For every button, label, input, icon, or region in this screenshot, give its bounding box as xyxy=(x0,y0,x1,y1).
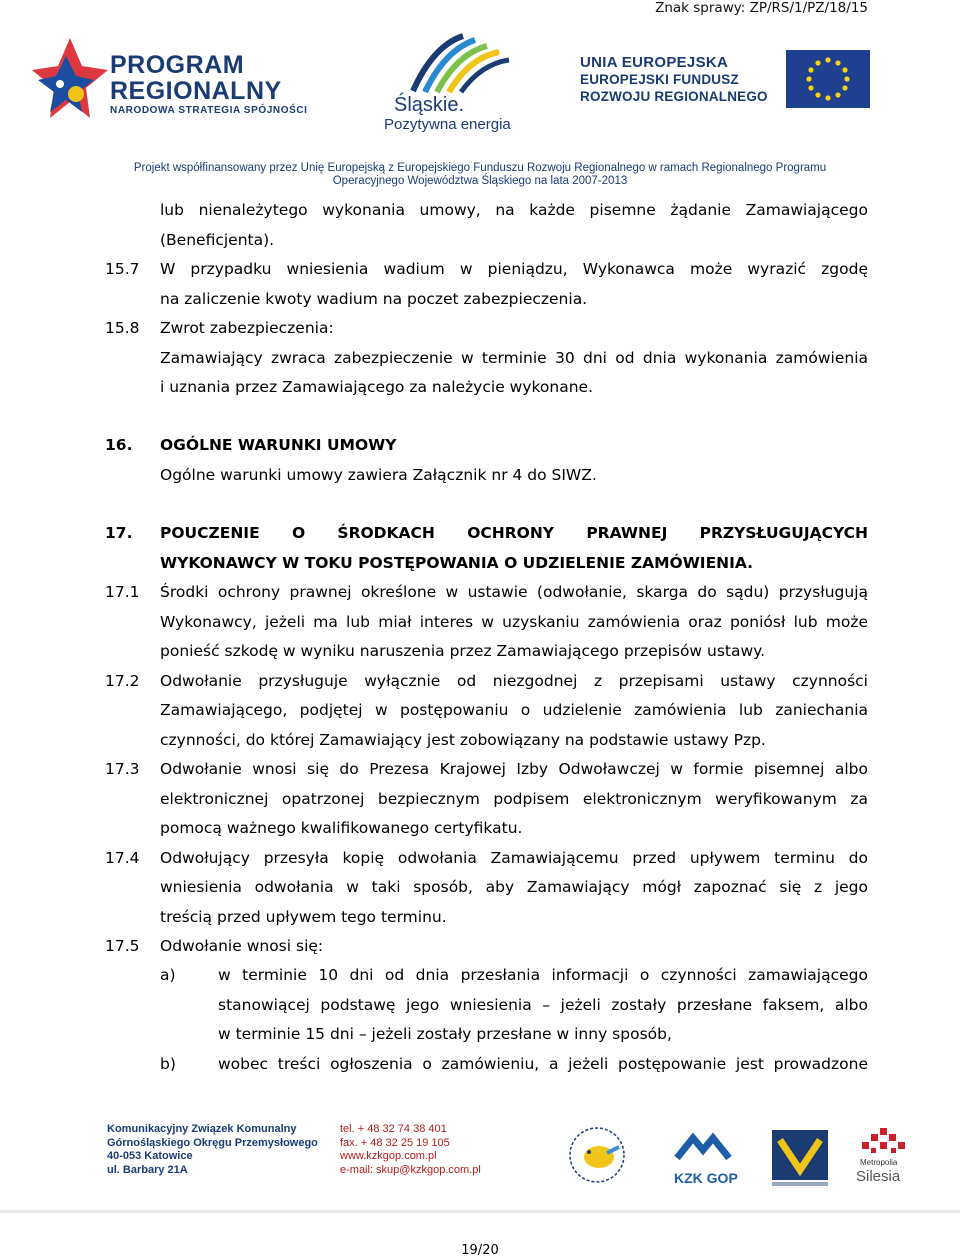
program-star-icon xyxy=(30,36,110,126)
kzk-gop-chevron-icon xyxy=(673,1128,733,1164)
section-16-text: Ogólne warunki umowy zawiera Załącznik nr 4 do SIWZ. xyxy=(160,465,597,484)
program-line3: NARODOWA STRATEGIA SPÓJNOŚCI xyxy=(110,105,308,116)
metropolia-silesia-logo xyxy=(852,1126,916,1188)
section-17-1-line1: Środki ochrony prawnej określone w ustawie (odwołanie, skarga do sądu) przysługują xyxy=(160,583,868,601)
eu-line1: UNIA EUROPEJSKA xyxy=(580,54,729,71)
silesia-label: Silesia xyxy=(856,1168,901,1185)
page-number: 19/20 xyxy=(461,1243,499,1258)
section-15-8-line2: Zamawiający zwraca zabezpieczenie w terminie 30 dni od dnia wykonania zamówienia xyxy=(160,348,868,367)
para-continuation-line1: lub nienależytego wykonania umowy, na każde pisemne żądanie Zamawiającego xyxy=(160,201,868,219)
section-16-number: 16. xyxy=(105,436,133,454)
section-15-7-number: 15.7 xyxy=(105,260,140,278)
eu-logo xyxy=(580,50,870,120)
footer-tel: tel. + 48 32 74 38 401 xyxy=(340,1123,447,1135)
footer-addr-line2: Górnośląskiego Okręgu Przemysłowego xyxy=(107,1136,318,1149)
cofinancing-line1: Projekt współfinansowany przez Unię Europejską z Europejskiego Funduszu Rozwoju Regionalnego w ramach Regionalnego Programu xyxy=(133,162,827,174)
case-reference: Znak sprawy: ZP/RS/1/PZ/18/15 xyxy=(655,0,868,16)
footer-addr-line3: 40-053 Katowice xyxy=(107,1150,193,1162)
section-17-title-line2: WYKONAWCY W TOKU POSTĘPOWANIA O UDZIELENIE ZAMÓWIENIA. xyxy=(160,553,754,572)
section-17-1-line3: ponieść szkodę w wyniku naruszenia przez Zamawiającego przepisów ustawy. xyxy=(160,642,766,660)
list-item-a-line3: w terminie 15 dni – jeżeli zostały przesłane w inny sposób, xyxy=(218,1025,672,1043)
footer-address xyxy=(107,1123,318,1177)
slaskie-zwiazek-logo-icon xyxy=(772,1130,828,1188)
eu-line2: EUROPEJSKI FUNDUSZ xyxy=(580,72,739,87)
section-17-4-line2: wniesienia odwołania w taki sposób, aby Zamawiający mógł zapoznać się z jego xyxy=(160,878,868,896)
list-item-b-label: b) xyxy=(160,1054,176,1073)
section-15-8-line1: Zwrot zabezpieczenia: xyxy=(160,319,334,337)
footer-www[interactable]: www.kzkgop.com.pl xyxy=(340,1150,437,1162)
section-17-number: 17. xyxy=(105,524,133,542)
metropolia-label: Metropolia xyxy=(860,1158,898,1167)
section-17-3-line3: pomocą ważnego kwalifikowanego certyfikatu. xyxy=(160,819,523,837)
footer-email[interactable]: e-mail: skup@kzkgop.com.pl xyxy=(340,1163,481,1176)
section-17-2-number: 17.2 xyxy=(105,671,140,690)
section-17-2-line2: Zamawiającego, podjętej w postępowaniu o udzielenie zamówienia lub zaniechania xyxy=(160,701,868,719)
section-15-7-line1: W przypadku wniesienia wadium w pieniądzu, Wykonawca może wyrazić zgodę xyxy=(160,260,868,278)
footer-fax: fax. + 48 32 25 19 105 xyxy=(340,1136,450,1149)
section-15-8-line3: i uznania przez Zamawiającego za należycie wykonane. xyxy=(160,378,594,396)
section-15-8-number: 15.8 xyxy=(105,319,140,337)
section-17-1-line2: Wykonawcy, jeżeli ma lub miał interes w uzyskaniu zamówienia oraz poniósł lub może xyxy=(160,612,868,631)
section-17-3-line1: Odwołanie wnosi się do Prezesa Krajowej Izby Odwoławczej w formie pisemnej albo xyxy=(160,760,868,778)
slaska-karta-logo-icon xyxy=(555,1125,640,1185)
section-17-2-line1: Odwołanie przysługuje wyłącznie od niezgodnej z przepisami ustawy czynności xyxy=(160,671,868,690)
section-17-3-line2: elektronicznej opatrzonej bezpiecznym podpisem elektronicznym weryfikowanym za xyxy=(160,789,868,808)
list-item-a-line1: w terminie 10 dni od dnia przesłania informacji o czynności zamawiającego xyxy=(218,966,868,984)
eu-flag-icon xyxy=(786,50,870,108)
eu-line3: ROZWOJU REGIONALNEGO xyxy=(580,89,768,104)
footer-addr-line1: Komunikacyjny Związek Komunalny xyxy=(107,1123,297,1135)
section-17-5-number: 17.5 xyxy=(105,937,140,955)
section-16-title: OGÓLNE WARUNKI UMOWY xyxy=(160,436,397,454)
list-item-a-line2: stanowiącej podstawę jego wniesienia – jeżeli zostały przesłane faksem, albo xyxy=(218,995,868,1014)
section-17-1-number: 17.1 xyxy=(105,583,140,601)
program-regionalny-logo xyxy=(30,36,330,126)
section-17-3-number: 17.3 xyxy=(105,760,140,778)
slaskie-logo xyxy=(378,22,538,137)
section-17-5-line1: Odwołanie wnosi się: xyxy=(160,937,324,955)
footer-divider xyxy=(0,1210,960,1213)
slaskie-line1: Śląskie. xyxy=(394,94,465,116)
metropolia-pixel-icon xyxy=(858,1126,908,1158)
slaskie-line2: Pozytywna energia xyxy=(384,116,511,133)
footer-addr-line4: ul. Barbary 21A xyxy=(107,1163,188,1176)
section-17-4-line3: treścią przed upływem tego terminu. xyxy=(160,907,447,926)
kzk-gop-logo-text: KZK GOP xyxy=(674,1170,738,1186)
section-17-4-line1: Odwołujący przesyła kopię odwołania Zamawiającemu przed upływem terminu do xyxy=(160,848,868,867)
footer-contact xyxy=(340,1123,481,1177)
slaskie-wave-icon xyxy=(403,26,513,96)
list-item-a-label: a) xyxy=(160,966,176,984)
list-item-b-line1: wobec treści ogłoszenia o zamówieniu, a jeżeli postępowanie jest prowadzone xyxy=(218,1054,868,1073)
cofinancing-line2: Operacyjnego Województwa Śląskiego na lata 2007-2013 xyxy=(332,175,628,187)
program-line1: PROGRAM xyxy=(110,51,245,79)
section-17-2-line3: czynności, do której Zamawiający jest zobowiązany na podstawie ustawy Pzp. xyxy=(160,730,766,749)
para-continuation-line2: (Beneficjenta). xyxy=(160,230,275,249)
cofinancing-note xyxy=(90,162,870,188)
program-line2: REGIONALNY xyxy=(110,77,282,105)
section-17-title-line1: POUCZENIE O ŚRODKACH OCHRONY PRAWNEJ PRZYSŁUGUJĄCYCH xyxy=(160,524,868,542)
kzk-gop-logo xyxy=(668,1128,738,1188)
section-15-7-line2: na zaliczenie kwoty wadium na poczet zabezpieczenia. xyxy=(160,289,588,308)
section-17-4-number: 17.4 xyxy=(105,848,140,867)
